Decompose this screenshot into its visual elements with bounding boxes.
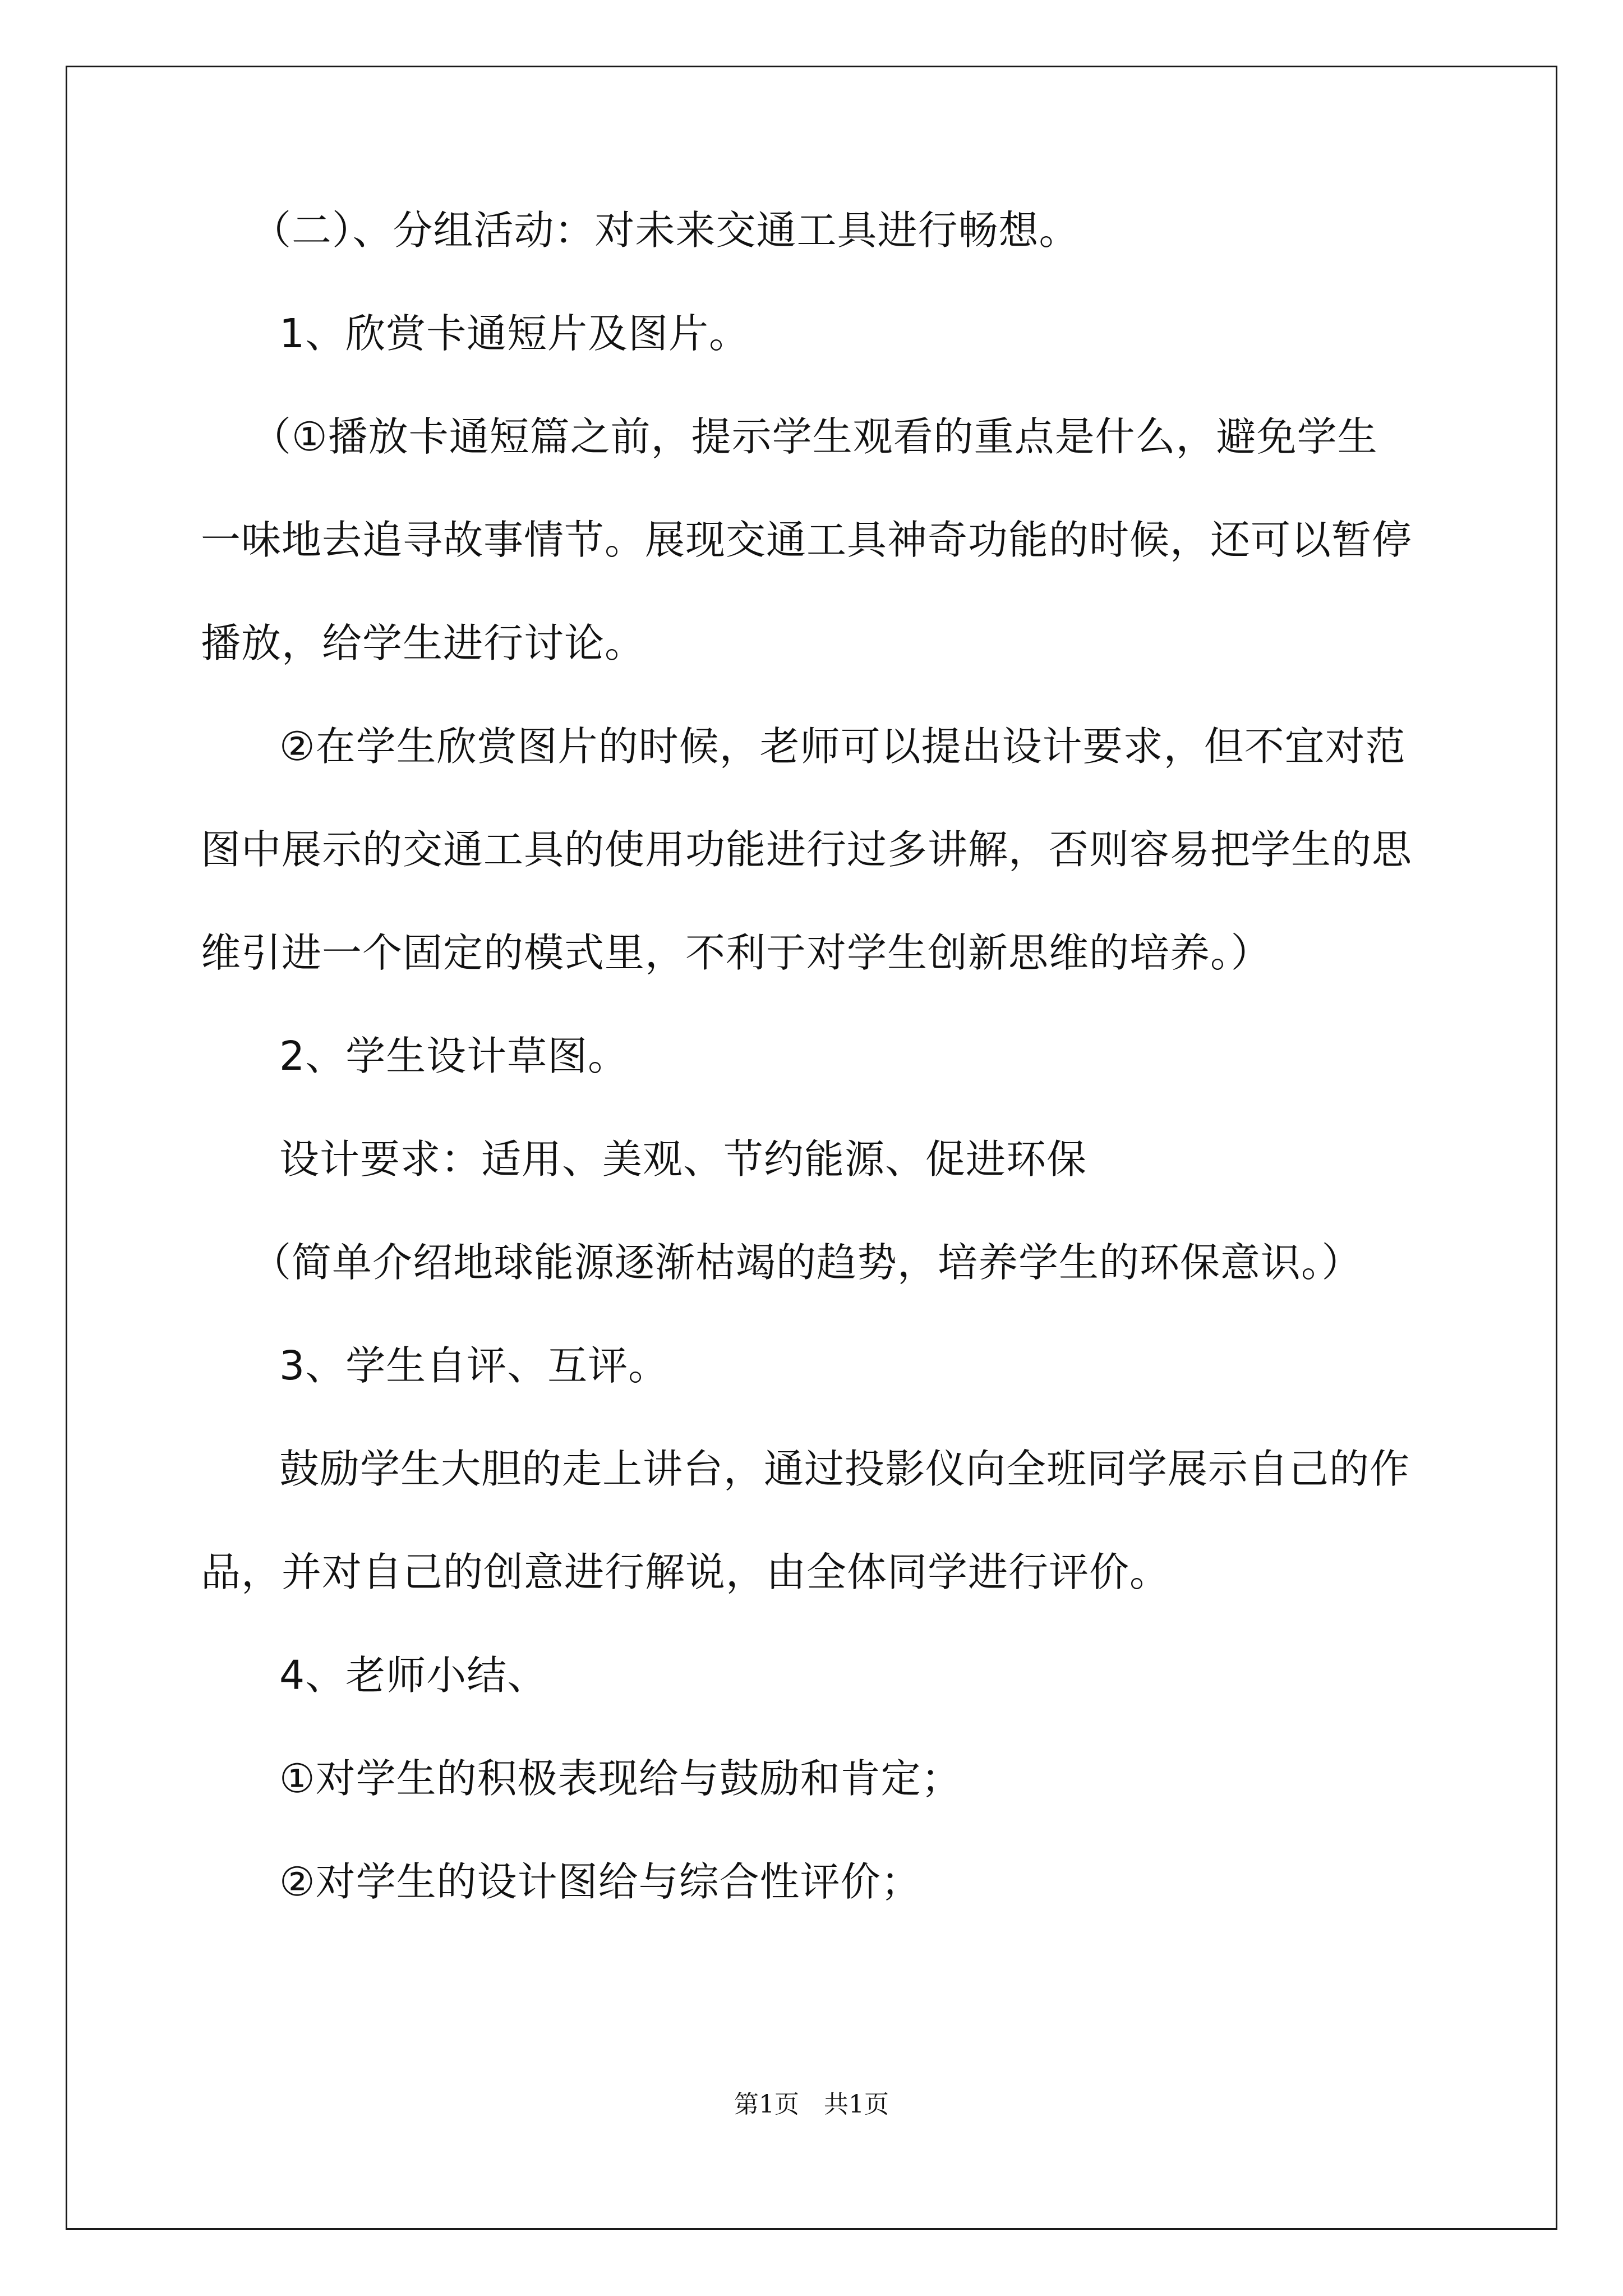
paragraph-encourage-line-2: 品，并对自己的创意进行解说，由全体同学进行评价。 [201, 1549, 1170, 1595]
paragraph-note-1-line-1: （①播放卡通短篇之前，提示学生观看的重点是什么，避免学生 [251, 413, 1378, 460]
paragraph-note-1-line-2: 一味地去追寻故事情节。展现交通工具神奇功能的时候，还可以暂停 [201, 517, 1413, 563]
paragraph-energy-note: （简单介绍地球能源逐渐枯竭的趋势，培养学生的环保意识。） [251, 1239, 1362, 1286]
paragraph-step-2: 2、学生设计草图。 [279, 1033, 629, 1079]
paragraph-note-2-line-1: ②在学生欣赏图片的时候，老师可以提出设计要求，但不宜对范 [279, 723, 1406, 770]
paragraph-note-1-line-3: 播放，给学生进行讨论。 [201, 620, 645, 666]
paragraph-heading-group-activity: （二）、分组活动：对未来交通工具进行畅想。 [251, 207, 1080, 254]
paragraph-design-requirements: 设计要求：适用、美观、节约能源、促进环保 [279, 1136, 1087, 1182]
paragraph-step-4: 4、老师小结、 [279, 1652, 548, 1699]
paragraph-step-1: 1、欣赏卡通短片及图片。 [279, 310, 750, 357]
paragraph-summary-2: ②对学生的设计图给与综合性评价； [279, 1858, 921, 1905]
paragraph-encourage-line-1: 鼓励学生大胆的走上讲台，通过投影仪向全班同学展示自己的作 [279, 1446, 1410, 1492]
paragraph-note-2-line-2: 图中展示的交通工具的使用功能进行过多讲解，否则容易把学生的思 [201, 826, 1413, 873]
page-footer: 第1页 共1页 [734, 2090, 889, 2119]
paragraph-step-3: 3、学生自评、互评。 [279, 1342, 669, 1389]
paragraph-summary-1: ①对学生的积极表现给与鼓励和肯定； [279, 1755, 962, 1802]
paragraph-note-2-line-3: 维引进一个固定的模式里，不利于对学生创新思维的培养。） [201, 930, 1271, 976]
